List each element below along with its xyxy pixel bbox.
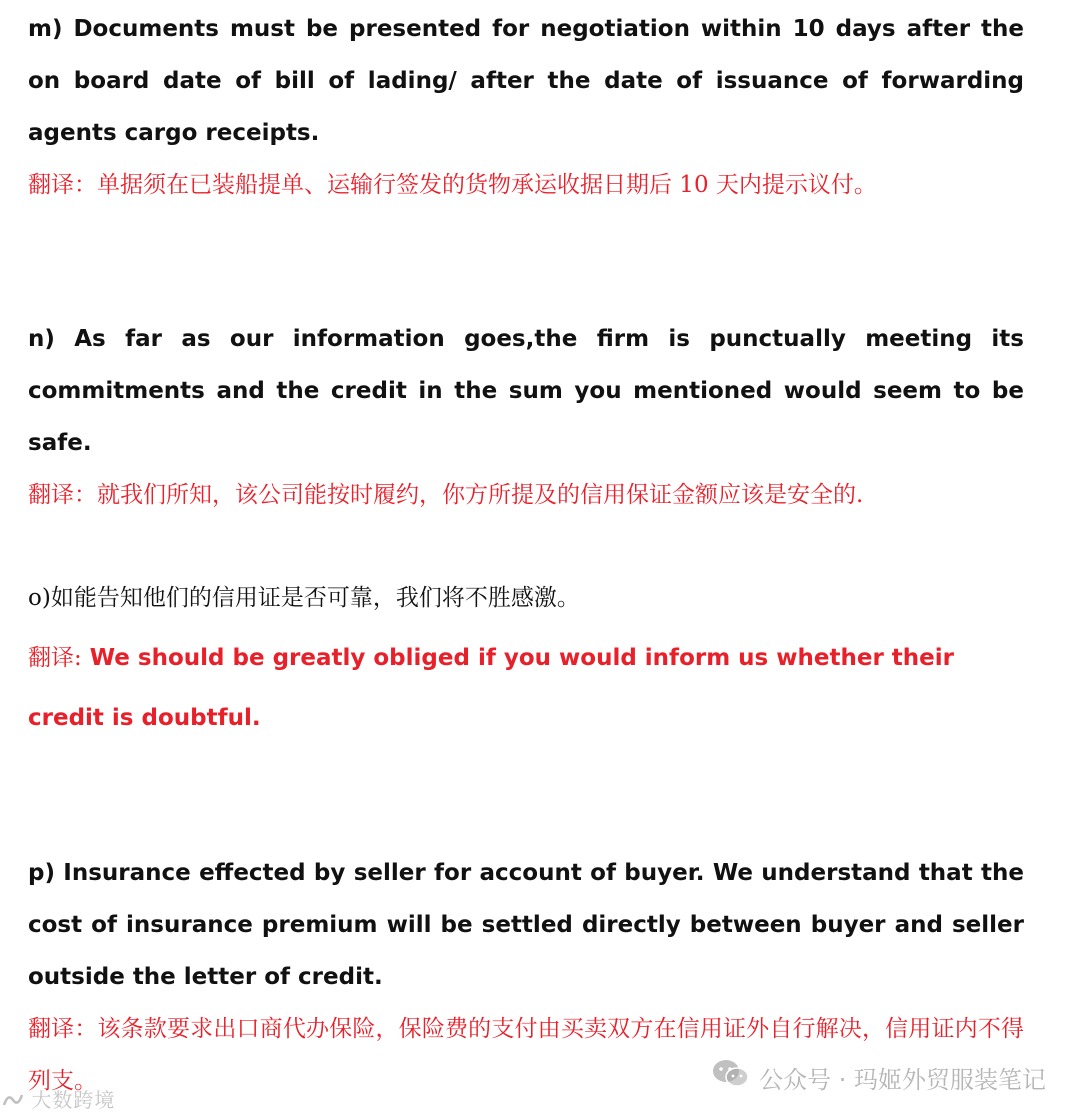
item-p-english: p) Insurance effected by seller for account of buyer. We understand that the cost of insurance premium will be settled directly between buyer and seller outside the letter of credit. [28, 860, 1024, 990]
item-o-english: We should be greatly obliged if you would inform us whether their credit is doubtful. [28, 645, 954, 731]
watermark [711, 1058, 1046, 1096]
corner-watermark [2, 1084, 115, 1113]
item-n-english: n) As far as our information goes,the firm is punctually meeting its commitments and the credit in the sum you mentioned would seem to be safe. [28, 326, 1024, 456]
item-p-translation: 翻译：该条款要求出口商代办保险，保险费的支付由买卖双方在信用证外自行解决，信用证内不得列支。 [28, 1016, 1024, 1094]
item-o [28, 572, 1024, 748]
corner-logo-icon [2, 1088, 31, 1112]
item-o-translation [28, 628, 1024, 748]
item-m-english: m) Documents must be presented for negotiation within 10 days after the on board date of bill of lading/ after the date of issuance of forwarding agents cargo receipts. [28, 16, 1024, 146]
translation-prefix: 翻译: [28, 645, 82, 671]
wechat-icon [711, 1058, 751, 1096]
item-o-chinese: o)如能告知他们的信用证是否可靠，我们将不胜感激。 [28, 585, 580, 611]
item-n-translation: 翻译：就我们所知，该公司能按时履约，你方所提及的信用保证金额应该是安全的. [28, 482, 864, 508]
watermark-text: 公众号 · 玛姬外贸服装笔记 [759, 1065, 1046, 1094]
item-m [28, 3, 1024, 211]
item-n [28, 313, 1024, 521]
corner-watermark-text: 大数跨境 [31, 1088, 116, 1112]
item-m-translation: 翻译：单据须在已装船提单、运输行签发的货物承运收据日期后 10 天内提示议付。 [28, 172, 877, 198]
